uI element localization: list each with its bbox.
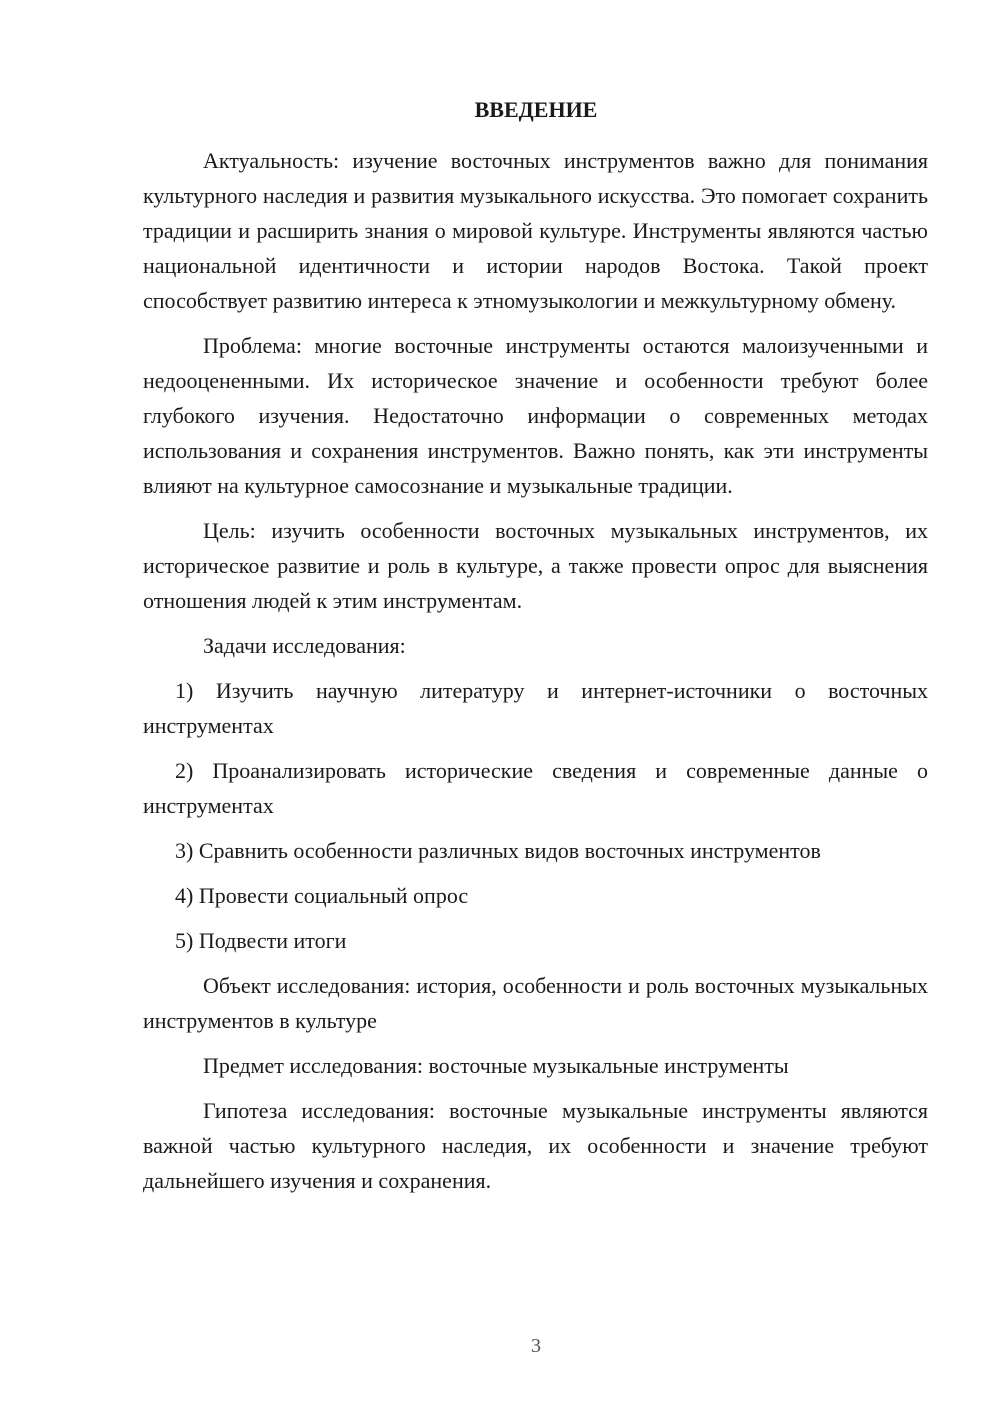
task-item-4: 4) Провести социальный опрос [175, 883, 469, 908]
subject-paragraph: Предмет исследования: восточные музыкальные инструменты [203, 1053, 789, 1078]
goal-paragraph: Цель: изучить особенности восточных музыкальных инструментов, их историческое развитие и роль в культуре, а также провести опрос для выяснения отношения людей к этим инструментам. [143, 518, 928, 613]
document-body [143, 143, 928, 1208]
task-item-2: 2) Проанализировать исторические сведения и современные данные о инструментах [143, 758, 928, 818]
task-item-3: 3) Сравнить особенности различных видов восточных инструментов [175, 838, 821, 863]
page-number: 3 [531, 1335, 541, 1357]
section-title: ВВЕДЕНИЕ [474, 97, 598, 122]
tasks-list [143, 673, 928, 958]
task-item-1: 1) Изучить научную литературу и интернет-источники о восточных инструментах [143, 678, 928, 738]
hypothesis-paragraph: Гипотеза исследования: восточные музыкальные инструменты являются важной частью культурного наследия, их особенности и значение требуют дальнейшего изучения и сохранения. [143, 1098, 928, 1193]
task-item-5: 5) Подвести итоги [175, 928, 347, 953]
relevance-paragraph: Актуальность: изучение восточных инструментов важно для понимания культурного наследия и развития музыкального искусства. Это помогает сохранить традиции и расширить знания о мировой культуре. Инструменты являются частью национальной идентичности и истории народов Востока. Такой проект способствует развитию интереса к этномузыкологии и межкультурному обмену. [143, 148, 928, 313]
tasks-heading: Задачи исследования: [203, 633, 406, 658]
object-paragraph: Объект исследования: история, особенности и роль восточных музыкальных инструментов в культуре [143, 973, 928, 1033]
problem-paragraph: Проблема: многие восточные инструменты остаются малоизученными и недооцененными. Их историческое значение и особенности требуют более глубокого изучения. Недостаточно информации о современных методах использования и сохранения инструментов. Важно понять, как эти инструменты влияют на культурное самосознание и музыкальные традиции. [143, 333, 928, 498]
